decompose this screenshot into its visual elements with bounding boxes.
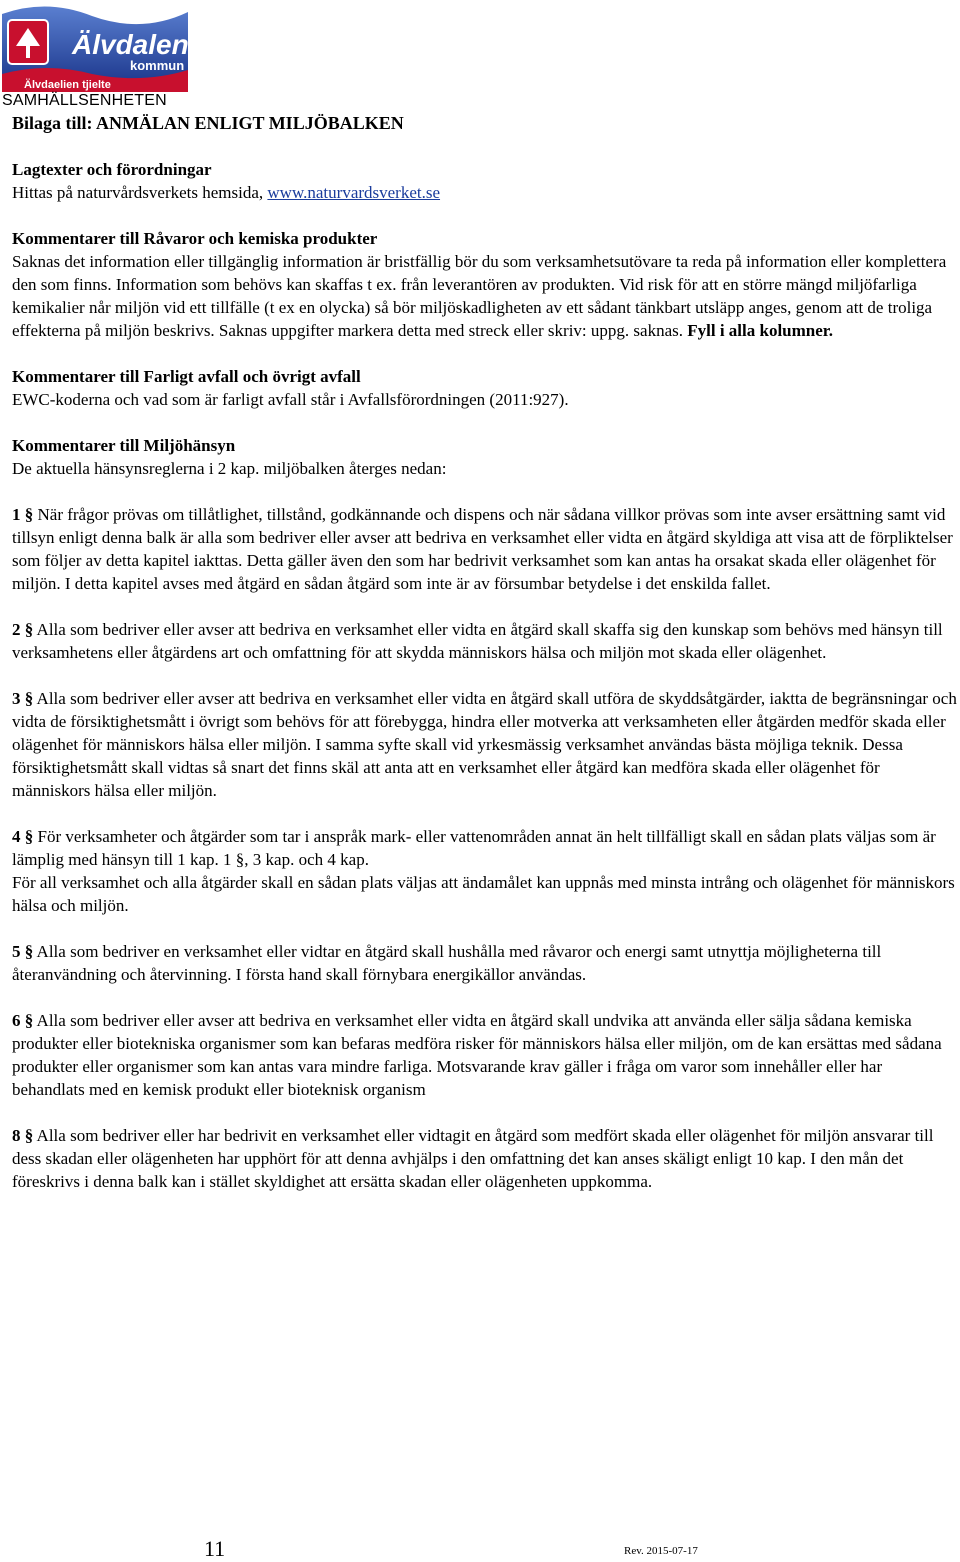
logo-title: Älvdalens xyxy=(72,29,205,60)
law-paragraph xyxy=(12,825,958,917)
naturvardsverket-link[interactable]: www.naturvardsverket.se xyxy=(267,183,441,202)
paragraph-text: Alla som bedriver eller har bedrivit en verksamhet eller vidtagit en åtgärd som medfört skada eller olägenhet för miljön ansvarar till dess skadan eller olägenheten har upphört för att denna avhjälps i den omfattning det kan anses skäligt enligt 10 kap. I den mån det föreskrivs i denna balk kan i stället skyldighet att ersätta skadan eller olägenheten uppkomma. xyxy=(12,1126,934,1191)
section-environment-heading: Kommentarer till Miljöhänsyn xyxy=(12,436,236,455)
law-paragraph xyxy=(12,1124,958,1193)
section-symbol: § xyxy=(24,827,34,846)
revision-date: Rev. 2015-07-17 xyxy=(624,1545,698,1557)
document-body xyxy=(12,112,958,1216)
section-laws-text: Hittas på naturvårdsverkets hemsida, xyxy=(12,183,268,202)
municipality-logo xyxy=(2,4,205,92)
section-symbol: § xyxy=(24,505,34,524)
paragraph-text: Alla som bedriver en verksamhet eller vidtar en åtgärd skall hushålla med råvaror och energi samt utnyttja möjligheterna till återanvändning och återvinning. I första hand skall förnybara energikällor användas. xyxy=(12,942,882,984)
paragraph-text: Alla som bedriver eller avser att bedriva en verksamhet eller vidta en åtgärd skall skaffa sig den kunskap som behövs med hänsyn till verksamhetens eller åtgärdens art och omfattning för att skydda människors hälsa och miljön mot skada eller olägenhet. xyxy=(12,620,943,662)
section-chemicals xyxy=(12,227,958,342)
paragraph-number: 4 xyxy=(12,827,21,846)
paragraph-text: Alla som bedriver eller avser att bedriva en verksamhet eller vidta en åtgärd skall utföra de skyddsåtgärder, iaktta de begränsningar och vidta de försiktighetsmått i övrigt som behövs för att förebygga, hindra eller motverka att verksamheten eller åtgärden medför skada eller olägenhet för människors hälsa eller miljön. I samma syfte skall vid yrkesmässig verksamhet användas bästa möjliga teknik. Dessa försiktighetsmått skall vidtas så snart det finns skäl att anta att en verksamhet eller åtgärd kan medföra skada eller olägenhet för människors hälsa eller miljön. xyxy=(12,689,957,800)
paragraph-number: 2 xyxy=(12,620,21,639)
section-waste-heading: Kommentarer till Farligt avfall och övrigt avfall xyxy=(12,367,361,386)
paragraph-number: 8 xyxy=(12,1126,21,1145)
paragraph-number: 1 xyxy=(12,505,21,524)
paragraph-number: 3 xyxy=(12,689,21,708)
paragraph-number: 5 xyxy=(12,942,21,961)
law-paragraph xyxy=(12,503,958,595)
paragraph-extra-text: För all verksamhet och alla åtgärder skall en sådan plats väljas att ändamålet kan uppnås med minsta intrång och olägenhet för människors hälsa och miljön. xyxy=(12,873,955,915)
law-paragraph xyxy=(12,618,958,664)
section-symbol: § xyxy=(24,1126,34,1145)
section-chemicals-heading: Kommentarer till Råvaror och kemiska produkter xyxy=(12,229,378,248)
paragraph-text: Alla som bedriver eller avser att bedriva en verksamhet eller vidta en åtgärd skall undvika att använda eller sälja sådana kemiska produkter eller biotekniska organismer som kan befaras medföra risker för människors hälsa eller miljön, om de kan ersättas med sådana produkter eller organismer som kan antas vara mindre farliga. Motsvarande krav gäller i fråga om varor som innehåller eller har behandlats med en kemisk produkt eller bioteknisk organism xyxy=(12,1011,942,1099)
section-chemicals-text: Saknas det information eller tillgänglig information är bristfällig bör du som verksamhetsutövare ta reda på information eller komplettera den som finns. Information som behövs kan skaffas t ex. från leverantören av produkten. Vid risk för att en större mängd miljöfarliga kemikalier når miljön vid ett tillfälle (t ex en olycka) så bör miljöskadligheten av ett sådant tänkbart utsläpp anges, genom att de troliga effekterna på miljön beskrivs. Saknas uppgifter markera detta med streck eller skriv: uppg. saknas. xyxy=(12,252,947,340)
law-paragraph xyxy=(12,687,958,802)
section-laws xyxy=(12,158,958,204)
paragraph-text: När frågor prövas om tillåtlighet, tillstånd, godkännande och dispens och när sådana villkor prövas som inte avser ersättning samt vid tillsyn enligt denna balk är alla som bedriver eller avser att bedriva en verksamhet eller vidta en åtgärd skyldiga att visa att de förpliktelser som följer av detta kapitel iakttas. Detta gäller även den som har bedrivit verksamhet som kan antas ha orsakat skada eller olägenhet för miljön. I detta kapitel avses med åtgärd en sådan åtgärd som inte är av försumbar betydelse i det enskilda fallet. xyxy=(12,505,953,593)
paragraph-number: 6 xyxy=(12,1011,21,1030)
logo-subtitle: kommun xyxy=(130,58,185,73)
law-paragraph xyxy=(12,940,958,986)
document-title: Bilaga till: ANMÄLAN ENLIGT MILJÖBALKEN xyxy=(12,113,404,133)
section-laws-heading: Lagtexter och förordningar xyxy=(12,160,212,179)
section-environment xyxy=(12,434,958,480)
paragraph-text: För verksamheter och åtgärder som tar i anspråk mark- eller vattenområden annat än helt tillfälligt skall en sådan plats väljas som är lämplig med hänsyn till 1 kap. 1 §, 3 kap. och 4 kap. xyxy=(12,827,936,869)
department-label: SAMHÄLLSENHETEN xyxy=(2,92,167,109)
section-symbol: § xyxy=(24,942,34,961)
section-symbol: § xyxy=(24,620,34,639)
section-waste xyxy=(12,365,958,411)
section-chemicals-emphasis: Fyll i alla kolumner. xyxy=(687,321,834,340)
page-number: 11 xyxy=(204,1536,226,1561)
section-waste-text: EWC-koderna och vad som är farligt avfall står i Avfallsförordningen (2011:927). xyxy=(12,390,569,409)
law-paragraph xyxy=(12,1009,958,1101)
section-symbol: § xyxy=(24,1011,34,1030)
section-symbol: § xyxy=(24,689,34,708)
logo-tagline: Älvdaelien tjielte xyxy=(24,79,111,91)
section-environment-text: De aktuella hänsynsreglerna i 2 kap. miljöbalken återges nedan: xyxy=(12,459,447,478)
